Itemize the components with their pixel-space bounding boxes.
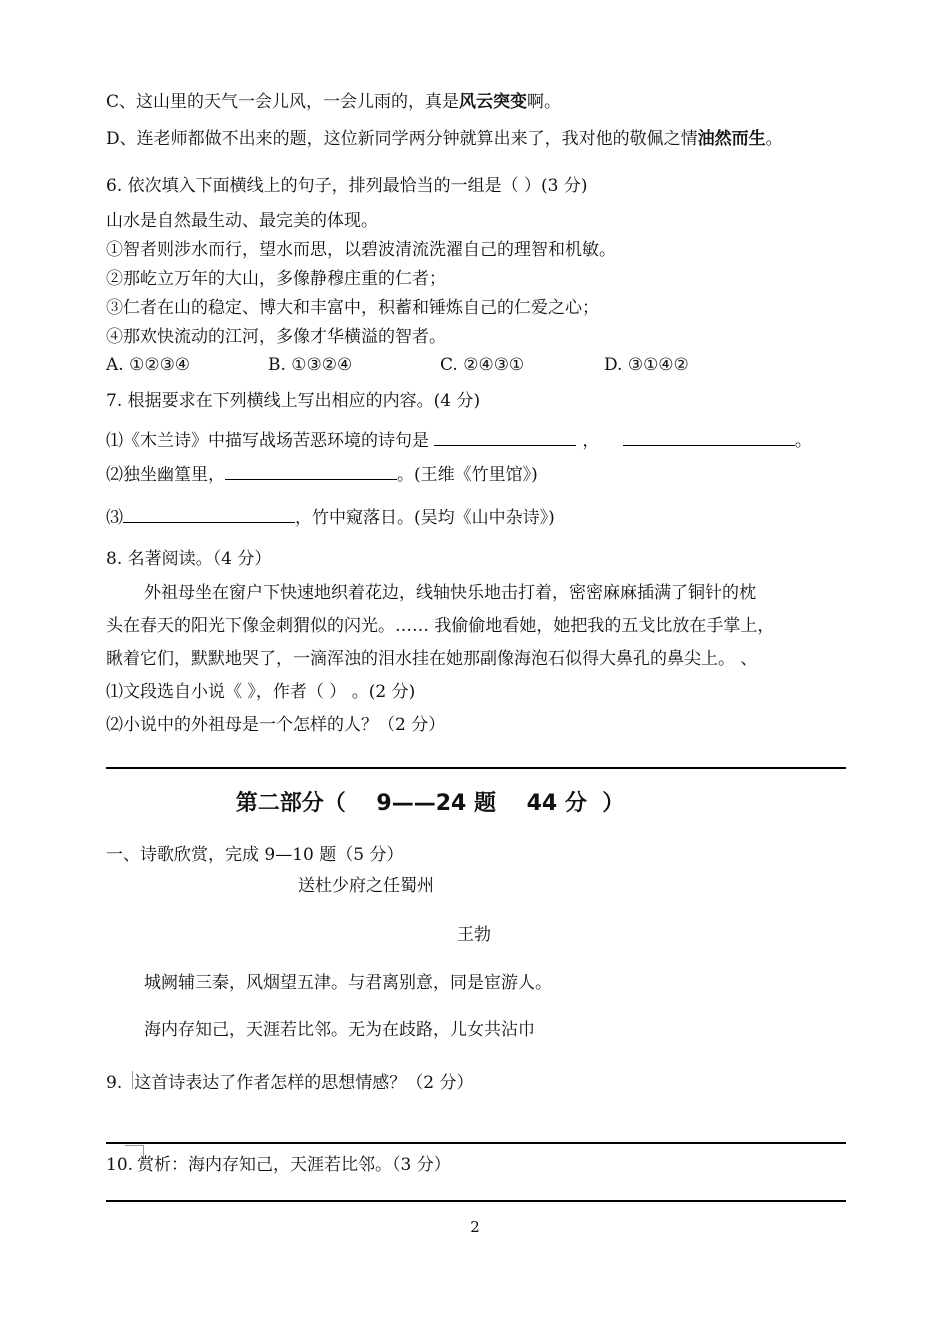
q7-item-2 [106, 463, 538, 487]
answer-blank[interactable] [225, 463, 397, 480]
option-c-text: C、这山里的天气一会儿风，一会儿雨的，真是 [106, 92, 460, 112]
q10-text: 赏析：海内存知己，天涯若比邻。（3 分） [137, 1155, 451, 1175]
poem-title: 送杜少府之任蜀州 [298, 876, 434, 896]
question-9 [106, 1071, 473, 1095]
cursor-mark [132, 1071, 133, 1089]
q7-item-1-prompt: ⑴《木兰诗》中描写战场苦恶环境的诗句是 [106, 431, 429, 451]
q8-passage-line-2: 头在春天的阳光下像金刺猬似的闪光。…… 我偷偷地看她，她把我的五戈比放在手掌上， [106, 616, 775, 636]
question-7: 7. 根据要求在下列横线上写出相应的内容。(4 分) [106, 391, 481, 411]
q7-item-3-prompt: ⑶ [106, 508, 123, 528]
q7-item-2-prompt: ⑵独坐幽篁里， [106, 465, 225, 485]
question-8: 8. 名著阅读。（4 分） [106, 549, 272, 569]
q8-passage-line-3: 瞅着它们，默默地哭了，一滴浑浊的泪水挂在她那副像海泡石似得大鼻孔的鼻尖上。 、 [106, 649, 758, 669]
option-d [106, 127, 783, 151]
option-d-text: D、连老师都做不出来的题，这位新同学两分钟就算出来了，我对他的敬佩之情 [106, 129, 698, 149]
q8-item-2: ⑵小说中的外祖母是一个怎样的人？（2 分） [106, 715, 446, 735]
option-d-idiom: 油然而生 [697, 129, 766, 149]
section-divider [106, 767, 846, 769]
answer-blank[interactable] [123, 506, 295, 523]
q7-item-2-source: 。(王维《竹里馆》) [397, 465, 538, 485]
answer-line[interactable] [106, 1142, 846, 1144]
option-c-idiom: 风云突变 [459, 92, 528, 112]
question-10 [106, 1153, 451, 1177]
part-two-title: 第二部分（ 9——24 题 44 分 ） [235, 791, 625, 816]
q7-item-1 [106, 429, 812, 453]
poem-author: 王勃 [457, 925, 491, 945]
q8-item-1: ⑴文段选自小说《 》，作者（ ） 。(2 分) [106, 682, 416, 702]
q6-sentence-4: ④那欢快流动的江河，多像才华横溢的智者。 [106, 327, 446, 347]
q9-text: 这首诗表达了作者怎样的思想情感？（2 分） [134, 1073, 474, 1093]
q9-number: 9. [106, 1073, 123, 1093]
q6-sentence-2: ②那屹立万年的大山，多像静穆庄重的仁者； [106, 269, 446, 289]
answer-line[interactable] [106, 1200, 846, 1202]
q6-option-a: A. ①②③④ [106, 355, 191, 375]
answer-blank[interactable] [434, 429, 576, 446]
poetry-section-heading: 一、诗歌欣赏，完成 9—10 题（5 分） [106, 845, 404, 865]
question-6: 6. 依次填入下面横线上的句子，排列最恰当的一组是（ ）(3 分) [106, 176, 588, 196]
q8-passage-line-1: 外祖母坐在窗户下快速地织着花边，线轴快乐地击打着，密密麻麻插满了铜针的枕 [144, 583, 756, 603]
q7-item-3-source: ，竹中窥落日。(吴均《山中杂诗》) [295, 508, 555, 528]
q6-option-b: B. ①③②④ [268, 355, 353, 375]
q6-option-d: D. ③①④② [604, 355, 689, 375]
q7-item-1-end: 。 [794, 431, 812, 451]
q6-option-c: C. ②④③① [440, 355, 525, 375]
q7-item-3 [106, 506, 555, 530]
q6-sentence-3: ③仁者在山的稳定、博大和丰富中，积蓄和锤炼自己的仁爱之心； [106, 298, 599, 318]
page-number: 2 [470, 1218, 480, 1236]
option-c [106, 90, 561, 114]
q7-item-1-comma: ， [582, 431, 600, 451]
poem-line-2: 海内存知己，天涯若比邻。无为在歧路，儿女共沾巾 [144, 1020, 535, 1040]
poem-line-1: 城阙辅三秦，风烟望五津。与君离别意，同是宦游人。 [144, 973, 552, 993]
answer-blank[interactable] [623, 429, 795, 446]
q6-intro: 山水是自然最生动、最完美的体现。 [106, 211, 378, 231]
q6-sentence-1: ①智者则涉水而行，望水而思，以碧波清流洗濯自己的理智和机敏。 [106, 240, 616, 260]
option-d-end: 。 [765, 129, 783, 149]
option-c-end: 啊。 [527, 92, 562, 112]
q10-number: 10. [106, 1155, 134, 1175]
